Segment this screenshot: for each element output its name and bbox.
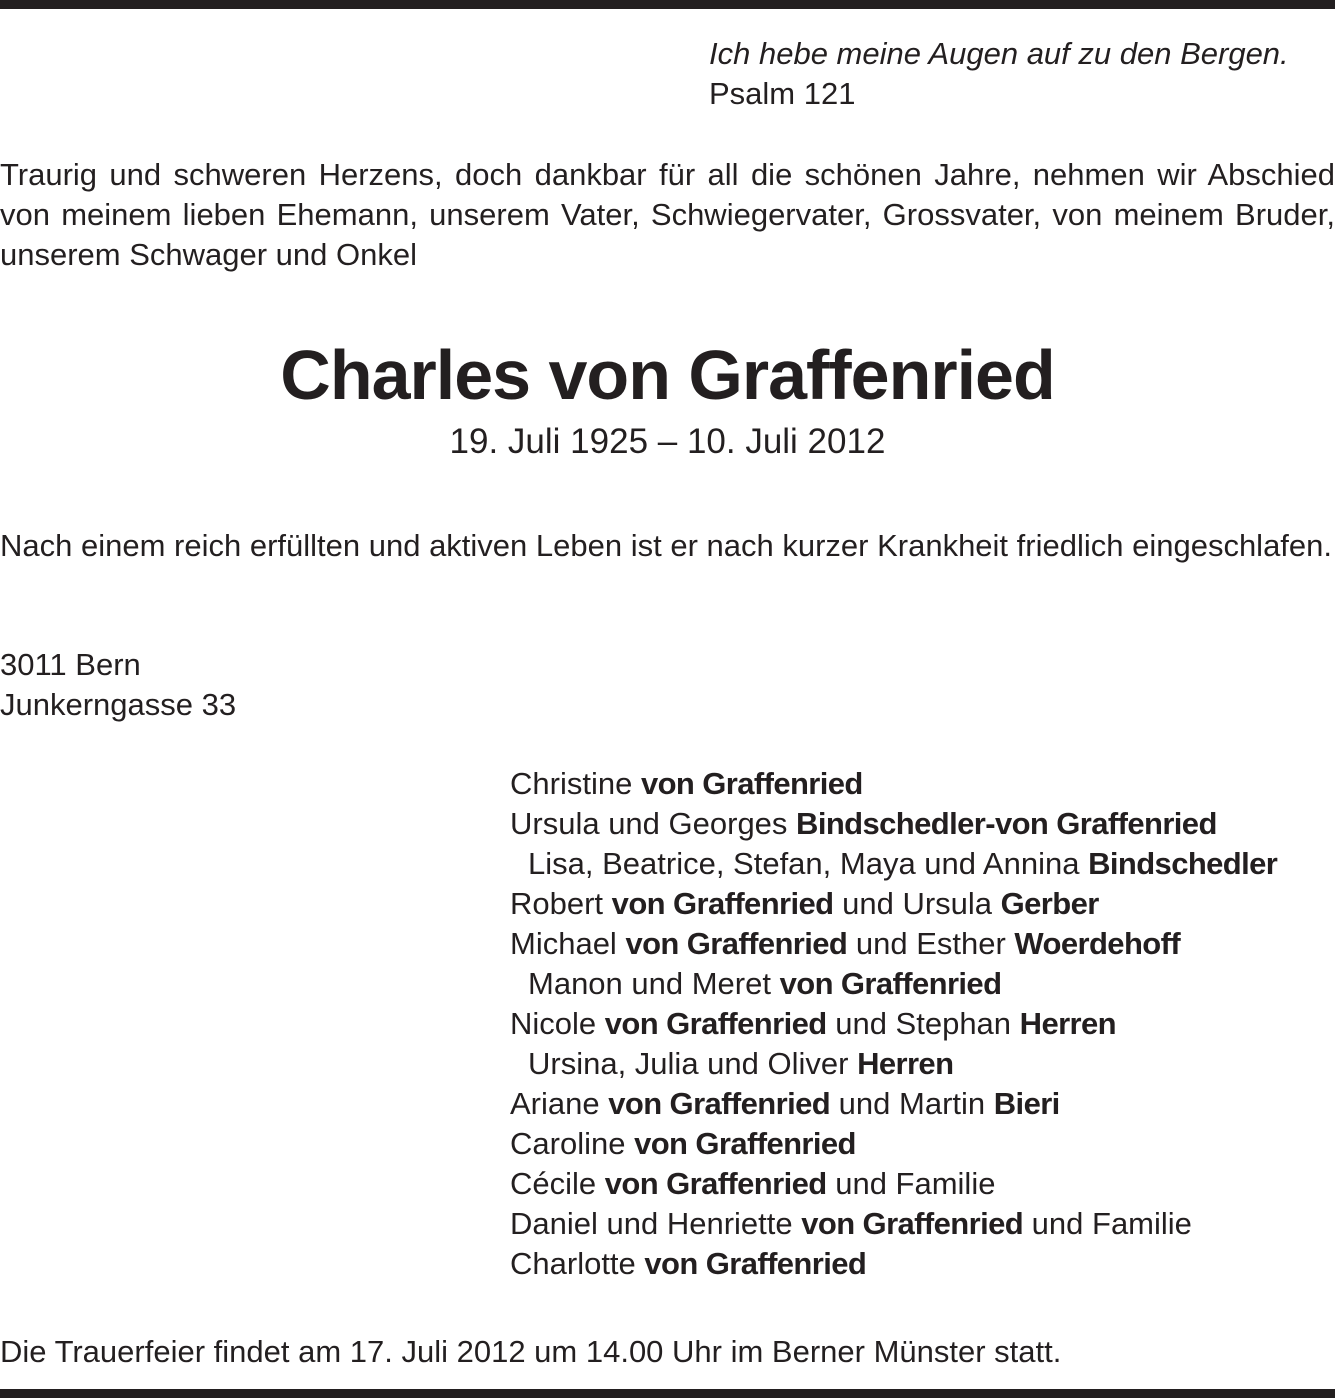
mourner-given-text: und Esther bbox=[847, 926, 1015, 961]
mourner-line bbox=[510, 1164, 1277, 1204]
mourner-surname: von Graffenried bbox=[644, 1246, 867, 1281]
mourner-surname: Bindschedler-von Graffenried bbox=[796, 806, 1217, 841]
mourner-line bbox=[510, 1124, 1277, 1164]
mourner-surname: von Graffenried bbox=[640, 766, 863, 801]
deceased-name: Charles von Graffenried bbox=[280, 336, 1055, 414]
mourner-given-text: Charlotte bbox=[510, 1246, 645, 1281]
bottom-border-rule bbox=[0, 1389, 1335, 1398]
mourner-surname: von Graffenried bbox=[779, 966, 1002, 1001]
mourner-surname: von Graffenried bbox=[608, 1086, 831, 1121]
mourner-surname: von Graffenried bbox=[625, 926, 848, 961]
funeral-notice: Die Trauerfeier findet am 17. Juli 2012 um 14.00 Uhr im Berner Münster statt. bbox=[0, 1334, 1062, 1369]
mourner-surname: von Graffenried bbox=[611, 886, 834, 921]
mourner-line bbox=[510, 804, 1277, 844]
mourner-given-text: und Ursula bbox=[833, 886, 1001, 921]
address-street: Junkerngasse 33 bbox=[0, 687, 237, 722]
mourner-line bbox=[510, 1204, 1277, 1244]
mourner-given-text: Ursina, Julia und Oliver bbox=[528, 1046, 858, 1081]
mourner-line bbox=[510, 884, 1277, 924]
mourner-given-text: und Martin bbox=[830, 1086, 994, 1121]
mourner-line bbox=[510, 1004, 1277, 1044]
mourner-given-text: Ursula und Georges bbox=[510, 806, 797, 841]
mourner-surname: von Graffenried bbox=[801, 1206, 1024, 1241]
mourners-list bbox=[510, 764, 1277, 1284]
mourner-line bbox=[510, 764, 1277, 804]
mourner-surname: von Graffenried bbox=[604, 1006, 827, 1041]
mourner-given-text: Caroline bbox=[510, 1126, 635, 1161]
mourner-given-text: Nicole bbox=[510, 1006, 605, 1041]
mourner-surname: Woerdehoff bbox=[1014, 926, 1181, 961]
mourner-given-text: Christine bbox=[510, 766, 641, 801]
psalm-source: Psalm 121 bbox=[709, 76, 856, 111]
mourner-surname: Herren bbox=[1019, 1006, 1116, 1041]
mourner-line bbox=[510, 1044, 1277, 1084]
mourner-given-text: Michael bbox=[510, 926, 626, 961]
mourner-surname: von Graffenried bbox=[634, 1126, 856, 1161]
address-city: 3011 Bern bbox=[0, 647, 141, 682]
mourner-given-text: Ariane bbox=[510, 1086, 609, 1121]
mourner-given-text: Daniel und Henriette bbox=[510, 1206, 802, 1241]
psalm-quote-block bbox=[709, 34, 1289, 114]
mourner-given-text: und Familie bbox=[1023, 1206, 1192, 1241]
mourner-given-text: Manon und Meret bbox=[528, 966, 780, 1001]
mourner-line bbox=[510, 964, 1277, 1004]
peace-paragraph: Nach einem reich erfüllten und aktiven Leben ist er nach kurzer Krankheit friedlich eingeschlafen. bbox=[0, 528, 1333, 563]
address-block bbox=[0, 645, 236, 725]
mourner-surname: Herren bbox=[857, 1046, 954, 1081]
mourner-given-text: und Familie bbox=[826, 1166, 996, 1201]
life-dates: 19. Juli 1925 – 10. Juli 2012 bbox=[449, 422, 886, 461]
top-border-rule bbox=[0, 0, 1335, 9]
mourner-line bbox=[510, 1244, 1277, 1284]
psalm-quote: Ich hebe meine Augen auf zu den Bergen. bbox=[709, 36, 1289, 71]
mourner-surname: Bindschedler bbox=[1088, 846, 1278, 881]
mourner-surname: Bieri bbox=[993, 1086, 1060, 1121]
mourner-given-text: und Stephan bbox=[826, 1006, 1020, 1041]
mourner-given-text: Lisa, Beatrice, Stefan, Maya und Annina bbox=[528, 846, 1089, 881]
mourner-surname: von Graffenried bbox=[604, 1166, 827, 1201]
mourner-surname: Gerber bbox=[1000, 886, 1099, 921]
mourner-line bbox=[510, 1084, 1277, 1124]
mourner-given-text: Cécile bbox=[510, 1166, 605, 1201]
intro-paragraph: Traurig und schweren Herzens, doch dankbar für all die schönen Jahre, nehmen wir Abschied von meinem lieben Ehemann, unserem Vater, Schwiegervater, Grossvater, von meinem Bruder, unserem Schwager und Onkel bbox=[0, 157, 1335, 272]
mourner-given-text: Robert bbox=[510, 886, 612, 921]
mourner-line bbox=[510, 844, 1277, 884]
mourner-line bbox=[510, 924, 1277, 964]
